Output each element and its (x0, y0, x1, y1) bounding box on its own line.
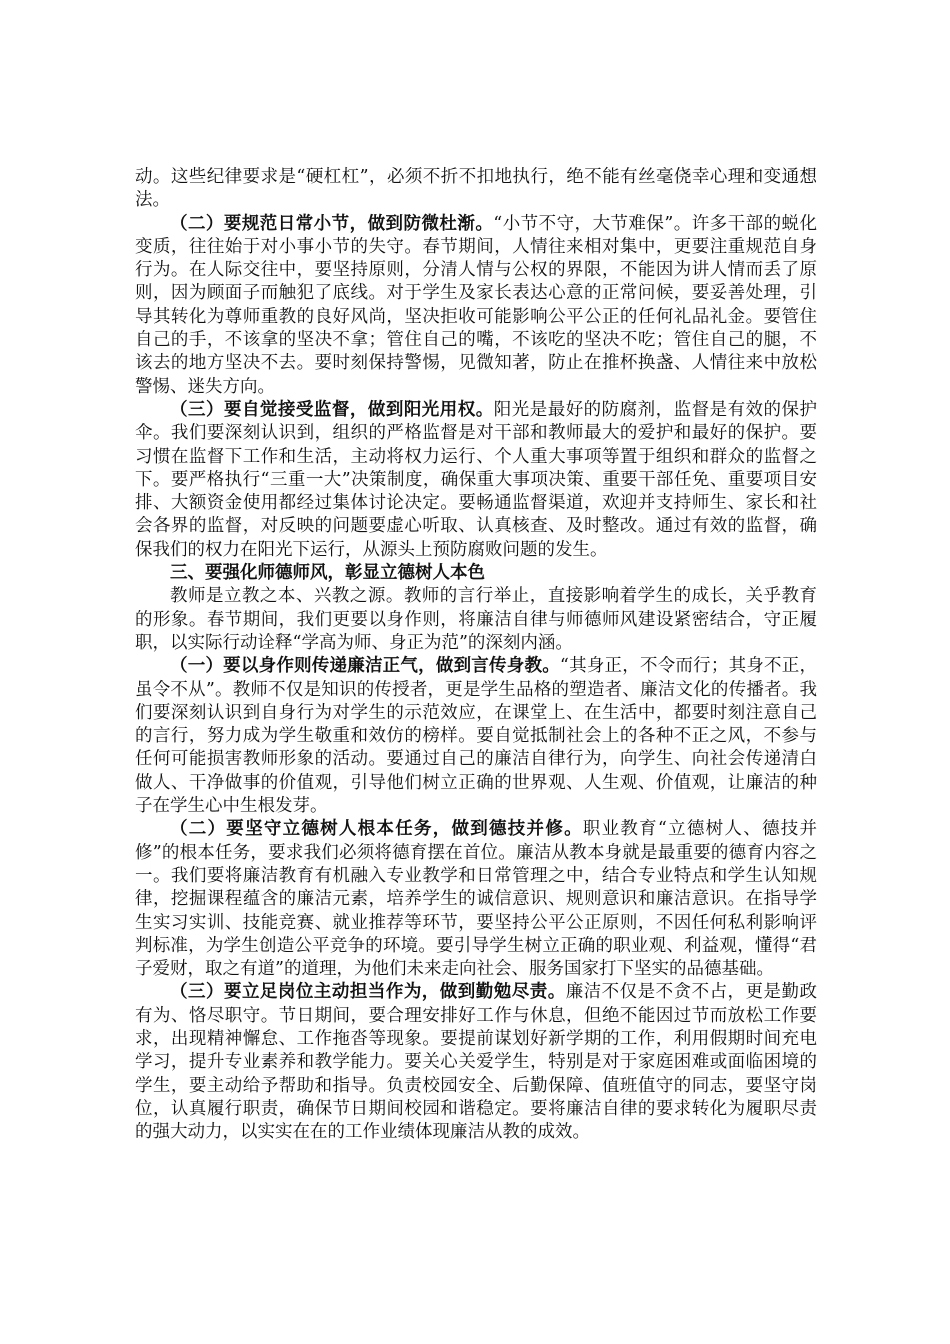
paragraph-continuation (135, 166, 817, 213)
paragraph-text: 阳光是最好的防腐剂，监督是有效的保护伞。我们要深刻认识到，组织的严格监督是对干部和教师最大的爱护和最好的保护。要习惯在监督下工作和生活，主动将权力运行、个人重大事项等置于组织和群众的监督之下。要严格执行“三重一大”决策制度，确保重大事项决策、重要干部任免、重要项目安排、大额资金使用都经过集体讨论决定。要畅通监督渠道，欢迎并支持师生、家长和社会各界的监督，对反映的问题要虚心听取、认真核查、及时整改。通过有效的监督，确保我们的权力在阳光下运行，从源头上预防腐败问题的发生。 (135, 399, 818, 560)
paragraph-text: “其身正，不令而行；其身不正，虽令不从”。教师不仅是知识的传授者，更是学生品格的塑造者、廉洁文化的传播者。我们要深刻认识到自身行为对学生的示范效应，在课堂上、在生活中，都要时刻注意自己的言行，努力成为学生敬重和效仿的榜样。要自觉抵制社会上的各种不正之风，不参与任何可能损害教师形象的活动。要通过自己的廉洁自律行为，向学生、向社会传递清白做人、干净做事的价值观，引导他们树立正确的世界观、人生观、价值观，让廉洁的种子在学生心中生根发芽。 (135, 656, 817, 817)
paragraph-text: 职业教育“立德树人、德技并修”的根本任务，要求我们必须将德育摆在首位。廉洁从教本身就是最重要的德育内容之一。我们要将廉洁教育有机融入专业教学和日常管理之中，结合专业特点和学生认知规律，挖掘课程蕴含的廉洁元素，培养学生的诚信意识、规则意识和廉洁意识。在指导学生实习实训、技能竞赛、就业推荐等环节，要坚持公平公正原则，不因任何私利影响评判标准，为学生创造公平竞争的环境。要引导学生树立正确的职业观、利益观，懂得“君子爱财，取之有道”的道理，为他们未来走向社会、服务国家打下坚实的品德基础。 (135, 819, 817, 980)
document-page (135, 166, 817, 1144)
paragraph-text: 廉洁不仅是不贪不占，更是勤政有为、恪尽职守。节日期间，要合理安排好工作与休息，但绝不能因过节而放松工作要求，出现精神懈怠、工作拖沓等现象。要提前谋划好新学期的工作，利用假期时间充电学习，提升专业素养和教学能力。要关心关爱学生，特别是对于家庭困难或面临困境的学生，要主动给予帮助和指导。负责校园安全、后勤保障、值班值守的同志，要坚守岗位，认真履行职责，确保节日期间校园和谐稳定。要将廉洁自律的要求转化为履职尽责的强大动力，以实实在在的工作业绩体现廉洁从教的成效。 (135, 982, 818, 1143)
paragraph-3-1 (135, 655, 817, 818)
section-3-intro (135, 585, 817, 655)
paragraph-lead: （三）要自觉接受监督，做到阳光用权。 (170, 399, 494, 420)
paragraph-lead: （一）要以身作则传递廉洁正气，做到言传身教。 (170, 656, 560, 677)
paragraph-lead: （二）要规范日常小节，做到防微杜渐。 (170, 213, 494, 234)
paragraph-text: 动。这些纪律要求是“硬杠杠”，必须不折不扣地执行，绝不能有丝毫侥幸心理和变通想法。 (135, 167, 817, 211)
paragraph-lead: （三）要立足岗位主动担当作为，做到勤勉尽责。 (170, 982, 566, 1003)
paragraph-text: 教师是立教之本、兴教之源。教师的言行举止，直接影响着学生的成长，关乎教育的形象。春节期间，我们更要以身作则，将廉洁自律与师德师风建设紧密结合，守正履职，以实际行动诠释“学高为师、身正为范”的深刻内涵。 (135, 586, 817, 653)
paragraph-3-2 (135, 818, 817, 981)
paragraph-text: “小节不守，大节难保”。许多干部的蜕化变质，往往始于对小事小节的失守。春节期间，人情往来相对集中，更要注重规范自身行为。在人际交往中，要坚持原则，分清人情与公权的界限，不能因为讲人情而丢了原则，因为顾面子而触犯了底线。对于学生及家长表达心意的正常问候，要妥善处理，引导其转化为尊师重教的良好风尚，坚决拒收可能影响公平公正的任何礼品礼金。要管住自己的手，不该拿的坚决不拿；管住自己的嘴，不该吃的坚决不吃；管住自己的腿，不该去的地方坚决不去。要时刻保持警惕，见微知著，防止在推杯换盏、人情往来中放松警惕、迷失方向。 (135, 213, 817, 397)
paragraph-lead: （二）要坚守立德树人根本任务，做到德技并修。 (170, 819, 583, 840)
paragraph-3-3 (135, 981, 817, 1144)
paragraph-2-3 (135, 399, 817, 562)
section-heading: 三、要强化师德师风，彰显立德树人本色 (170, 563, 485, 584)
paragraph-2-2 (135, 213, 817, 399)
